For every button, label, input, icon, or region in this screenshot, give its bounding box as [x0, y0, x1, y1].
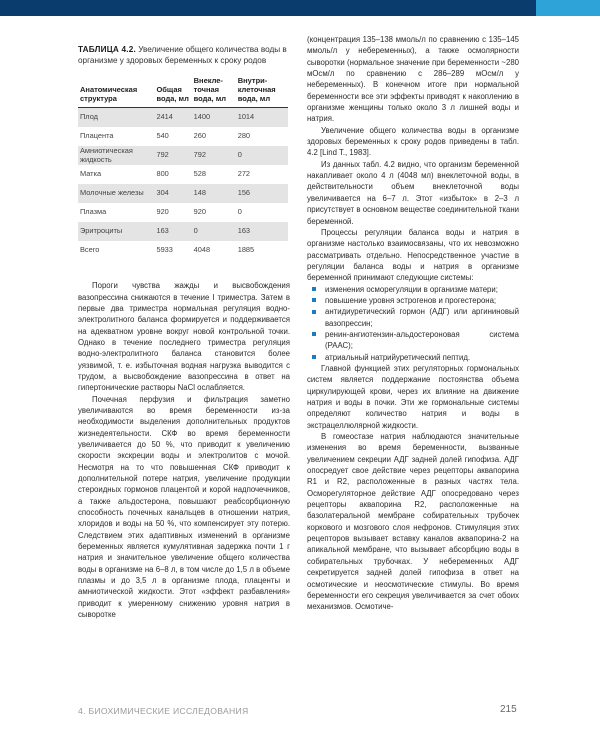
cell-extracellular: 260: [193, 131, 206, 141]
cell-intracellular: 156: [236, 184, 288, 203]
list-item-text: изменения осморегуляции в организме матери;: [325, 284, 498, 294]
water-table: [78, 74, 288, 260]
cell-extracellular: 528: [193, 169, 206, 179]
table-row-total: [78, 241, 288, 260]
header-accent: [536, 0, 600, 16]
cell-total: 163: [154, 222, 191, 241]
cell-total: 792: [154, 146, 191, 165]
cell-intracellular: 1885: [237, 245, 255, 255]
cell-extracellular: 792: [192, 146, 236, 165]
cell-total: 2414: [154, 108, 191, 128]
cell-extracellular: 148: [192, 184, 236, 203]
cell-intracellular: 280: [237, 131, 251, 141]
cell-total: 800: [156, 169, 169, 179]
regulation-systems-list: [307, 284, 519, 363]
table-row: [78, 203, 288, 222]
cell-extracellular: 1400: [192, 108, 236, 128]
cell-intracellular: 1014: [236, 108, 288, 128]
page-number: 215: [500, 704, 517, 715]
cell-structure: Плацента: [80, 131, 114, 141]
list-item: [307, 306, 519, 329]
cell-total: 920: [156, 207, 169, 217]
table-row: [78, 222, 288, 241]
left-column: [78, 34, 290, 621]
cell-intracellular: 0: [236, 146, 288, 165]
list-item: [307, 295, 519, 306]
table-row: [78, 108, 288, 128]
square-bullet-icon: [312, 332, 316, 336]
cell-total: 540: [156, 131, 169, 141]
cell-extracellular: 4048: [193, 245, 211, 255]
paragraph: Пороги чувства жажды и высвобождения вазопрессина снижаются в течение I триместра. Затем в первые два триместра нормальная регуляция водно-электролитного баланса формируется и поддерживается на адекватном уровне вокруг новой контрольной точки. Однако в течение последнего триместра регуляция водно-электролитного баланса становится более уязвимой, т. е. избыточная водная нагрузка выводится с трудом, а высвобождение вазопрессина в ответ на гипертонические растворы NaCl ослабляется.: [78, 281, 290, 393]
header-extracellular-water: Внекле-точная вода, мл: [193, 76, 227, 104]
paragraph: Почечная перфузия и фильтрация заметно увеличиваются во время беременности из-за необходимости выделения дополнительных продуктов жизнедеятельности. СКФ во время беременности увеличивается до 50 %, что приводит к увеличению скорости экскреции воды и электролитов с мочой. Несмотря на то что повышенная СКФ приводит к дополнительной потере натрия, увеличение продукции стероидных гормонов плацентой и корой надпочечников, а также альдостерона, повышают реабсорбционную способность почечных канальцев в отношении натрия, хлоридов и воды на 50 %, что компенсирует эту потерю. Следствием этих адаптивных изменений в организме беременных является кумулятивная задержка почти 1 г натрия и значительное увеличение общего количества воды в организме на 6–8 л, в том числе до 1,5 л в объеме плазмы и до 3,5 л в организме плода, плаценты и амниотической жидкости. Этот «эффект разбавления» приводит к умеренному снижению уровня натрия в сыворотке: [78, 394, 290, 620]
table-row: [78, 165, 288, 184]
header-total-water: Общая вода, мл: [156, 85, 189, 104]
table-label: ТАБЛИЦА 4.2.: [78, 45, 136, 54]
table-row: [78, 146, 288, 165]
cell-intracellular: 272: [237, 169, 251, 179]
paragraph: Процессы регуляции баланса воды и натрия в организме настолько взаимосвязаны, что их невозможно рассматривать отдельно. Непосредственное участие в регуляции баланса воды и натрия в организме беременной принимают следующие системы:: [307, 227, 519, 283]
cell-structure: Эритроциты: [78, 222, 154, 241]
list-item-text: атриальный натрийуретический пептид.: [325, 352, 471, 362]
cell-structure: Матка: [80, 169, 102, 179]
table-row: [78, 127, 288, 146]
left-body-text: [78, 280, 290, 620]
cell-extracellular: 0: [192, 222, 236, 241]
cell-structure: Молочные железы: [78, 184, 154, 203]
cell-structure: Всего: [80, 245, 100, 255]
list-item: [307, 329, 519, 352]
list-item-text: ренин-ангиотензин-альдостероновая система (РААС);: [325, 329, 519, 351]
square-bullet-icon: [312, 298, 316, 302]
cell-extracellular: 920: [193, 207, 206, 217]
list-item: [307, 352, 519, 363]
cell-intracellular: 163: [236, 222, 288, 241]
square-bullet-icon: [312, 287, 316, 291]
list-item-text: антидиуретический гормон (АДГ) или аргининовый вазопрессин;: [325, 307, 519, 328]
paragraph-continued: (концентрация 135–138 ммоль/л по сравнению с 135–145 ммоль/л у небеременных), а также осмолярности сыворотки (нормальное значение при беременности ~280 мОсм/л по сравнению с 286–289 мОсм/л у небеременных). В конечном итоге при нормальной беременности все эти эффекты приводят к накоплению в организме женщины только около 3 л лишней воды и натрия.: [307, 35, 519, 124]
right-column: [307, 34, 519, 613]
paragraph: Из данных табл. 4.2 видно, что организм беременной накапливает около 4 л (4048 мл) внеклеточной воды, в действительности объем внеклеточной воды увеличивается на 6–7 л. Этот «избыток» в 2–3 л присутствует в основном веществе соединительной ткани беременной.: [307, 159, 519, 226]
table-caption-text: Увеличение общего количества воды в организме у здоровых беременных к сроку родов: [78, 45, 287, 65]
cell-total: 5933: [156, 245, 173, 255]
list-item: [307, 284, 519, 295]
paragraph: Главной функцией этих регуляторных гормональных систем является поддержание постоянства объема циркулирующей крови, через их влияние на движение натрия и воды в почки. Эти же гормональные системы определяют количество натрия и воды в экстрацеллюлярной жидкости.: [307, 363, 519, 430]
cell-structure: Плод: [78, 108, 154, 128]
square-bullet-icon: [312, 310, 316, 314]
table-row: [78, 184, 288, 203]
paragraph: Увеличение общего количества воды в организме здоровых беременных к сроку родов приведены в табл. 4.2 [Lind T., 1983].: [307, 125, 519, 158]
cell-structure: Амниотическая жидкость: [78, 146, 154, 165]
cell-total: 304: [154, 184, 191, 203]
list-item-text: повышение уровня эстрогенов и прогестерона;: [325, 295, 497, 305]
header-structure: Анатомическая структура: [80, 85, 138, 104]
paragraph: В гомеостазе натрия наблюдаются значительные изменения во время беременности, вызванные увеличением секреции АДГ задней долей гипофиза. АДГ опосредует свое действие через рецепторы аквапорина R1 и R2, расположенные в разных частях тела. Осморегуляторное действие АДГ опосредовано через рецепторы аквапорина R2, расположенные на базолатеральной мембране собирательных трубочек коркового и мозгового слоя нефронов. Стимуляция этих рецепторов вызывает вставку каналов аквапорина-2 на апикальной мембране, что вызывает абсорбцию воды в собирательных трубочках. У небеременных АДГ секретируется задней долей гипофиза в ответ на осмотические и неосмотические стимулы. Во время беременности его секреция увеличивается за счет обоих механизмов. Осмотиче-: [307, 432, 519, 612]
footer-section-title: 4. БИОХИМИЧЕСКИЕ ИССЛЕДОВАНИЯ: [78, 706, 249, 716]
header-intracellular-water: Внутри-клеточная вода, мл: [237, 76, 276, 104]
header-bar: [0, 0, 600, 16]
square-bullet-icon: [312, 355, 316, 359]
cell-intracellular: 0: [237, 207, 242, 217]
cell-structure: Плазма: [80, 207, 107, 217]
table-header-row: [78, 74, 288, 108]
table-caption: [78, 45, 290, 66]
